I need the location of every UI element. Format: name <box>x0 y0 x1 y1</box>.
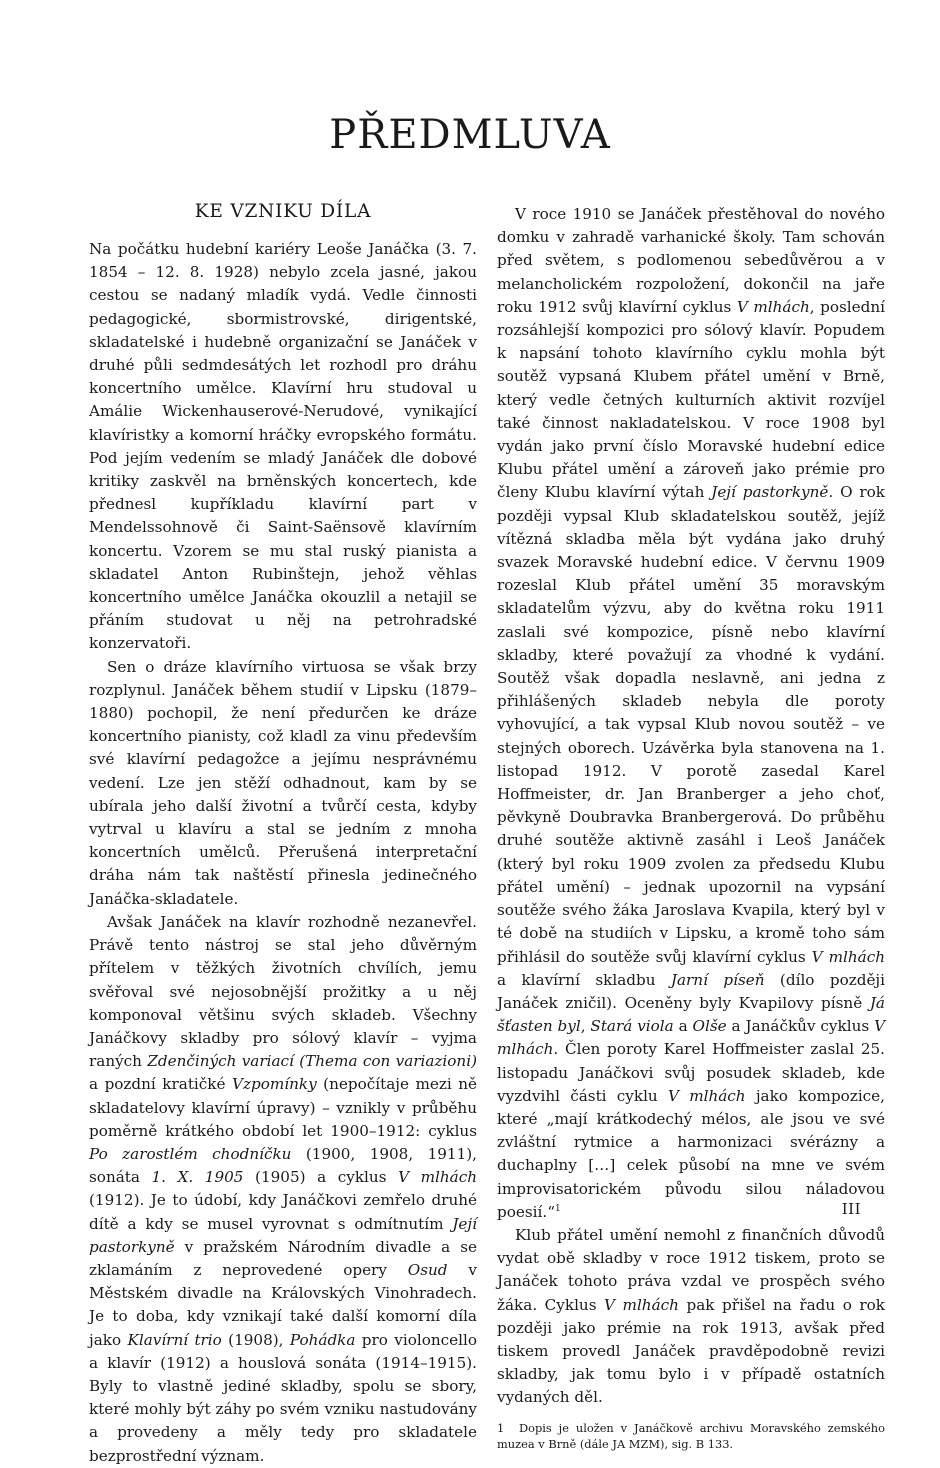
footnote-reference[interactable]: 1 <box>554 1203 561 1214</box>
work-title: Jarní píseň <box>670 970 765 989</box>
work-title: Zdenčiných variací (Thema con variazioni) <box>147 1052 477 1071</box>
text-run: a pozdní kratičké <box>89 1075 232 1094</box>
work-title: V mlhách <box>736 297 810 316</box>
text-run: V roce 1910 se Janáček přestěhoval do nového domku v zahradě varhanické školy. Tam schován před světem, s podlomenou sebedůvěrou a v melancholickém rozpoložení, dokončil na jaře roku 1912 svůj klavírní cyklus <box>497 205 885 316</box>
text-run: Klub přátel umění nemohl z finančních důvodů vydat obě skladby v roce 1912 tiskem, proto se Janáček tohoto práva vzdal ve prospěch svého žáka. Cyklus <box>497 1225 885 1314</box>
text-run: , <box>580 1017 591 1036</box>
text-run: v Městském divadle na Královských Vinohradech. Je to doba, kdy vznikají také další komorní díla jako <box>89 1260 477 1349</box>
paragraph-5 <box>497 1224 885 1410</box>
text-run: . Člen poroty Karel Hoffmeister zaslal 25. listopadu Janáčkovi svůj posudek skladeb, kde vyzdvihl části cyklu <box>497 1040 885 1105</box>
text-run: . O rok později vypsal Klub skladatelskou soutěž, jejíž vítězná skladba měla být vydána jako druhý svazek Moravské hudební edice. V červnu 1909 rozeslal Klub přátel umění 35 moravským skladatelům výzvu, aby do května roku 1911 zaslali své kompozice, písně nebo klavírní skladby, které považují za vhodné k vydání. Soutěž však dopadla neslavně, ani jedna z přihlášených skladeb nebyla dle poroty vyhovující, a tak vypsal Klub novou soutěž – ve stejných oborech. Uzávěrka byla stanovena na 1. listopad 1912. V porotě zasedal Karel Hoffmeister, dr. Jan Branberger a jeho choť, pěvkyně Doubravka Branbergerová. Do průběhu druhé soutěže aktivně zasáhl i Leoš Janáček (který byl roku 1909 zvolen za předsedu Klubu přátel umění) – jednak upozornil na vypsání soutěže svého žáka Jaroslava Kvapila, který byl v té době na studiích v Lipsku, a kromě toho sám přihlásil do soutěže svůj klavírní cyklus <box>497 483 885 966</box>
work-title: Vzpomínky <box>232 1075 317 1094</box>
text-run: v pražském Národním divadle a se zklamáním z neprovedené opery <box>89 1237 477 1279</box>
paragraph-4 <box>497 203 885 1224</box>
work-title: 1. X. 1905 <box>151 1168 244 1187</box>
text-run: (1912). Je to údobí, kdy Janáčkovi zemřelo druhé dítě a kdy se musel vyrovnat s odmítnutím <box>89 1191 477 1233</box>
work-title: Po zarostlém chodníčku <box>89 1144 292 1163</box>
right-column <box>497 203 885 1463</box>
footnote <box>497 1420 885 1452</box>
text-run: (dílo později Janáček zničil). Oceněny byly Kvapilovy písně <box>497 970 886 1012</box>
work-title: Já šťasten byl <box>497 993 885 1036</box>
work-title: V mlhách <box>667 1086 746 1105</box>
work-title: Stará viola <box>590 1017 674 1036</box>
work-title: Pohádka <box>289 1330 356 1349</box>
text-run: pak přišel na řadu o rok později jako prémie na rok 1913, avšak před tiskem provedl Janáček pravděpodobně revizi skladby, jak tomu bylo i v případě ostatních vydaných děl. <box>497 1295 885 1407</box>
text-run: a Janáčkův cyklus <box>726 1017 875 1036</box>
work-title: Její pastorkyně <box>711 483 829 502</box>
paragraph-2: Sen o dráze klavírního virtuosa se však brzy rozplynul. Janáček během studií v Lipsku (1879–1880) pochopil, že není předurčen ke dráze koncertního pianisty, což kladl za vinu především své klavírní pedagožce a jejímu nesprávnému vedení. Lze jen stěží odhadnout, kam by se ubírala jeho další životní a tvůrčí cesta, kdyby vytrval u klavíru a stal se jedním z mnoha koncertních umělců. Přerušená interpretační dráha nám tak naštěstí přinesla jedinečného Janáčka-skladatele. <box>89 657 477 908</box>
work-title: V mlhách <box>604 1295 679 1314</box>
footnote-text: Dopis je uložen v Janáčkově archivu Moravského zemského muzea v Brně (dále JA MZM), sig. B 133. <box>497 1420 885 1451</box>
work-title: Olše <box>692 1017 727 1036</box>
text-run: pro violoncello a klavír (1912) a houslová sonáta (1914–1915). Byly to vlastně jediné skladby, spolu se sbory, které mohly být záhy po svém vzniku nastudovány a provedeny a měly tedy pro skladatele bezprostřední význam. <box>89 1330 477 1465</box>
text-run: , poslední rozsáhlejší kompozici pro sólový klavír. Popudem k napsání tohoto klavírního cyklu mohla být soutěž vypsaná Klubem přátel umění v Brně, který vedle četných kulturních aktivit rozvíjel také činnost nakladatelskou. V roce 1908 byl vydán jako první číslo Moravské hudební edice Klubu přátel umění a zároveň jako prémie pro členy Klubu klavírní výtah <box>497 297 885 502</box>
page-number: III <box>841 1200 861 1218</box>
paragraph-3 <box>89 911 477 1468</box>
paragraph-1: Na počátku hudební kariéry Leoše Janáčka (3. 7. 1854 – 12. 8. 1928) nebylo zcela jasné, jakou cestou se nadaný mladík vydá. Vedle činnosti pedagogické, sbormistrovské, dirigentské, skladatelské i hudebně organizační se Janáček v druhé půli sedmdesátých let rozhodl pro dráhu koncertního umělce. Klavírní hru studoval u Amálie Wickenhauserové-Nerudové, vynikající klavíristky a komorní hráčky evropského formátu. Pod jejím vedením se mladý Janáček dle dobové kritiky zaskvěl na brněnských koncertech, kde přednesl kupříkladu klavírní part v Mendelssohnově či Saint-Saënsově klavírním koncertu. Vzorem se mu stal ruský pianista a skladatel Anton Rubinštejn, jehož věhlas koncertního umělce Janáčka okouzlil a netajil se přáním studovat u něj na petrohradské konzervatoři. <box>89 240 477 653</box>
page-title: PŘEDMLUVA <box>329 112 611 158</box>
text-run: (1905) a cyklus <box>243 1168 399 1187</box>
work-title: Její pastorkyně <box>89 1214 477 1256</box>
text-run: (1900, 1908, 1911), sonáta <box>89 1144 477 1187</box>
text-run: (nepočítaje mezi ně skladatelovy klavírní úpravy) – vznikly v průběhu poměrně krátkého období let 1900–1912: cyklus <box>89 1075 477 1140</box>
text-run: jako kompozice, které „mají krátkodechý mélos, ale jsou ve své zvláštní rytmice a harmonizaci svérázny a duchaplny […] celek působí na mne ve svém improvisatorickém původu silou náladovou poesií.“ <box>497 1086 885 1221</box>
work-title: V mlhách <box>811 947 885 966</box>
text-run: Avšak Janáček na klavír rozhodně nezanevřel. Právě tento nástroj se stal jeho důvěrným přítelem v těžkých životních chvílích, jemu svěřoval své nejosobnější prožitky a u něj komponoval většinu svých skladeb. Všechny Janáčkovy skladby pro sólový klavír – vyjma raných <box>89 912 477 1071</box>
text-run: a klavírní skladbu <box>497 970 671 989</box>
text-run: a <box>673 1017 693 1036</box>
text-run: (1908), <box>221 1330 290 1349</box>
work-title: Osud <box>407 1260 448 1279</box>
left-column <box>89 200 477 1468</box>
work-title: V mlhách <box>497 1017 886 1059</box>
work-title: Klavírní trio <box>127 1330 222 1349</box>
work-title: V mlhách <box>398 1168 478 1187</box>
section-heading: KE VZNIKU DÍLA <box>194 201 372 222</box>
footnote-number: 1 <box>497 1420 505 1435</box>
